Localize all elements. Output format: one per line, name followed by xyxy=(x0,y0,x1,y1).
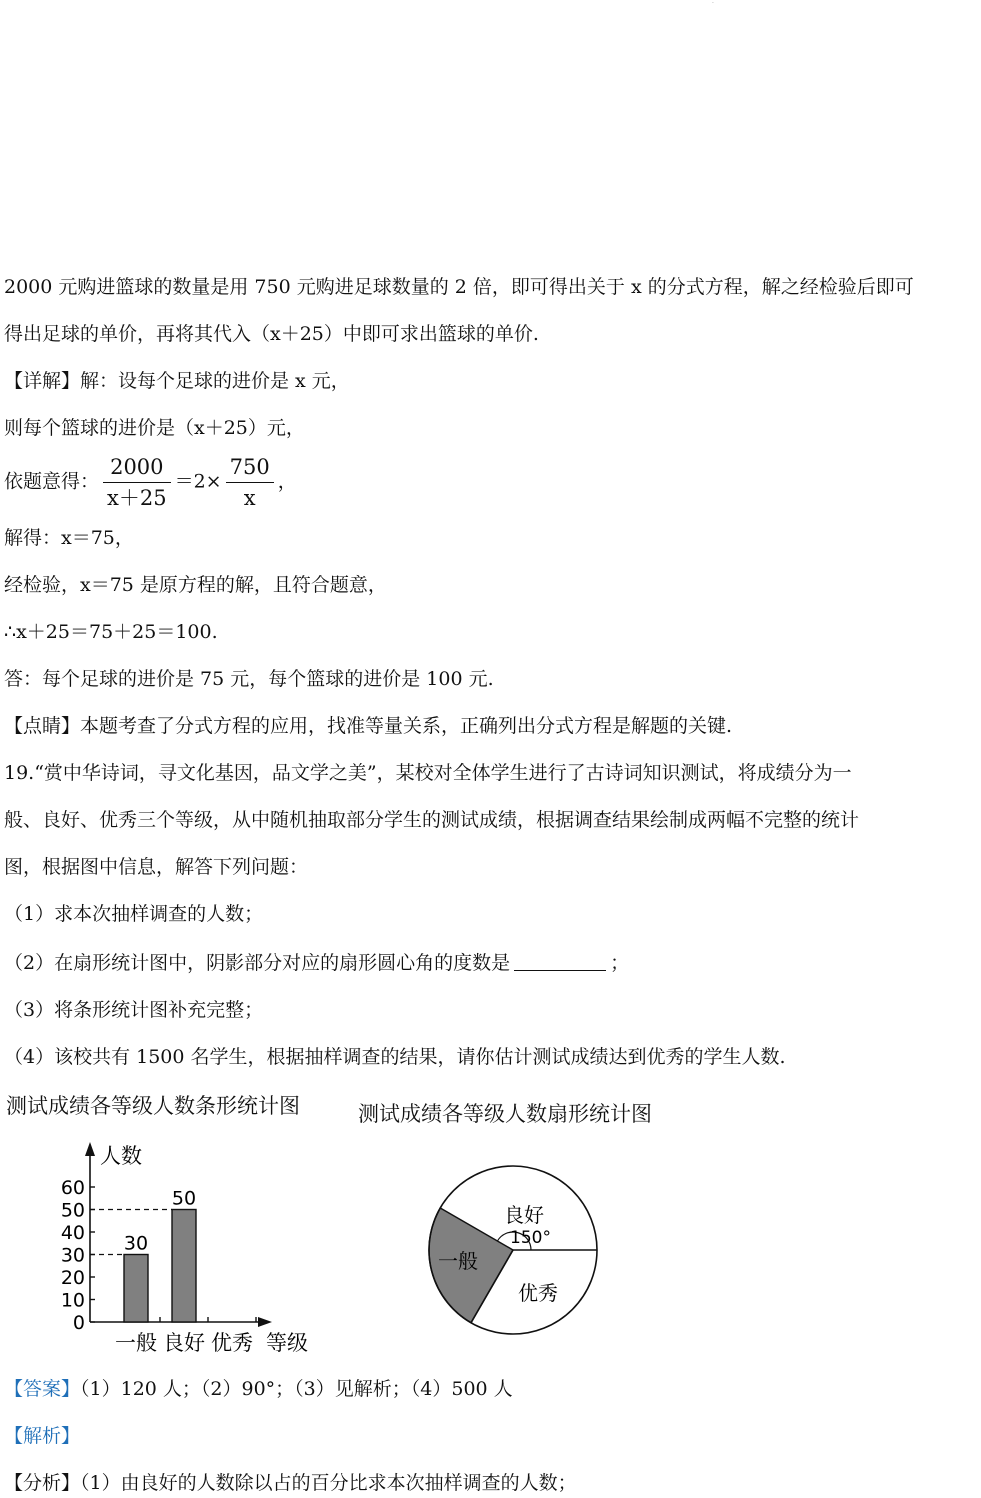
text-line-4: 则每个篮球的进价是（x＋25）元， xyxy=(4,417,305,439)
fraction-right xyxy=(226,452,274,513)
analysis-sub-tag: 【分析】 xyxy=(4,1472,81,1494)
question-3: （3）将条形统计图补充完整； xyxy=(4,999,264,1021)
answer-line xyxy=(4,1376,973,1402)
corner-mark: · xyxy=(712,0,714,7)
y-tick-label: 10 xyxy=(60,1289,85,1312)
fraction-right-denominator: x xyxy=(243,486,256,510)
answer-text: （1）120 人；（2）90°；（3）见解析；（4）500 人 xyxy=(80,1378,513,1400)
y-tick-label: 0 xyxy=(72,1312,85,1334)
question-4: （4）该校共有 1500 名学生，根据抽样调查的结果，请你估计测试成绩达到优秀的学生人数. xyxy=(4,1046,786,1068)
pie-label-good: 良好 xyxy=(504,1203,544,1227)
analysis-heading xyxy=(4,1423,973,1449)
x-tick-label: 良好 xyxy=(163,1331,205,1355)
y-axis-label: 人数 xyxy=(100,1144,142,1168)
pie-label-general: 一般 xyxy=(438,1249,478,1273)
equation-prefix: 依题意得： xyxy=(4,470,100,493)
x-axis-arrow xyxy=(258,1317,272,1327)
analysis-tag: 【解析】 xyxy=(4,1425,81,1447)
fraction-left-numerator: 2000 xyxy=(103,452,171,483)
text-line-7: ∴x＋25＝75＋25＝100. xyxy=(4,621,218,643)
bar-chart-title: 测试成绩各等级人数条形统计图 xyxy=(6,1094,300,1118)
analysis-line xyxy=(4,1470,973,1496)
bar-1 xyxy=(172,1210,196,1323)
equation-middle: ＝2× xyxy=(174,470,222,493)
fraction-left-denominator: x＋25 xyxy=(107,486,167,510)
text-line-11: 般、良好、优秀三个等级，从中随机抽取部分学生的测试成绩，根据调查结果绘制成两幅不完整的统计 xyxy=(4,809,860,831)
y-tick-label: 60 xyxy=(60,1177,85,1199)
y-tick-label: 30 xyxy=(60,1244,85,1267)
fraction-right-numerator: 750 xyxy=(226,452,274,483)
pie-chart xyxy=(400,1140,630,1350)
y-axis-arrow xyxy=(85,1142,95,1156)
analysis-text: （1）由良好的人数除以占的百分比求本次抽样调查的人数； xyxy=(80,1472,577,1494)
x-tick-label: 一般 xyxy=(115,1331,157,1355)
question-2-end: ； xyxy=(610,952,630,974)
question-2-text: （2）在扇形统计图中，阴影部分对应的扇形圆心角的度数是 xyxy=(4,952,511,974)
text-line-3: 【详解】解：设每个足球的进价是 x 元， xyxy=(4,370,350,392)
bar-value-label: 50 xyxy=(171,1187,197,1210)
equation-suffix: ， xyxy=(277,470,297,493)
question-1: （1）求本次抽样调查的人数； xyxy=(4,903,264,925)
equation-line xyxy=(4,452,973,513)
x-tick-label: 优秀 xyxy=(211,1331,253,1355)
pie-chart-title: 测试成绩各等级人数扇形统计图 xyxy=(358,1102,652,1126)
text-line-8: 答：每个足球的进价是 75 元，每个篮球的进价是 100 元. xyxy=(4,668,494,690)
text-line-6: 经检验，x＝75 是原方程的解，且符合题意， xyxy=(4,574,387,596)
text-line-5: 解得：x＝75， xyxy=(4,527,134,549)
pie-angle-label: 150° xyxy=(510,1228,551,1248)
text-line-10: 19.“赏中华诗词，寻文化基因，品文学之美”，某校对全体学生进行了古诗词知识测试，将成绩分为一 xyxy=(4,762,852,784)
y-tick-label: 20 xyxy=(60,1267,85,1289)
text-line-9: 【点睛】本题考查了分式方程的应用，找准等量关系，正确列出分式方程是解题的关键. xyxy=(4,715,733,737)
bar-chart xyxy=(40,1130,370,1360)
answer-blank xyxy=(514,952,606,971)
y-tick-label: 50 xyxy=(60,1199,85,1222)
bar-0 xyxy=(124,1255,148,1323)
text-line-1: 2000 元购进篮球的数量是用 750 元购进足球数量的 2 倍，即可得出关于 x 的分式方程，解之经检验后即可 xyxy=(4,276,914,298)
bar-value-label: 30 xyxy=(123,1232,149,1255)
pie-label-excellent: 优秀 xyxy=(518,1281,558,1305)
fraction-left xyxy=(103,452,171,513)
text-line-12: 图，根据图中信息，解答下列问题： xyxy=(4,856,309,878)
question-2 xyxy=(4,950,973,976)
text-line-2: 得出足球的单价，再将其代入（x＋25）中即可求出篮球的单价. xyxy=(4,323,539,345)
answer-tag: 【答案】 xyxy=(4,1378,81,1400)
y-tick-label: 40 xyxy=(60,1222,85,1244)
x-axis-label: 等级 xyxy=(266,1331,308,1355)
